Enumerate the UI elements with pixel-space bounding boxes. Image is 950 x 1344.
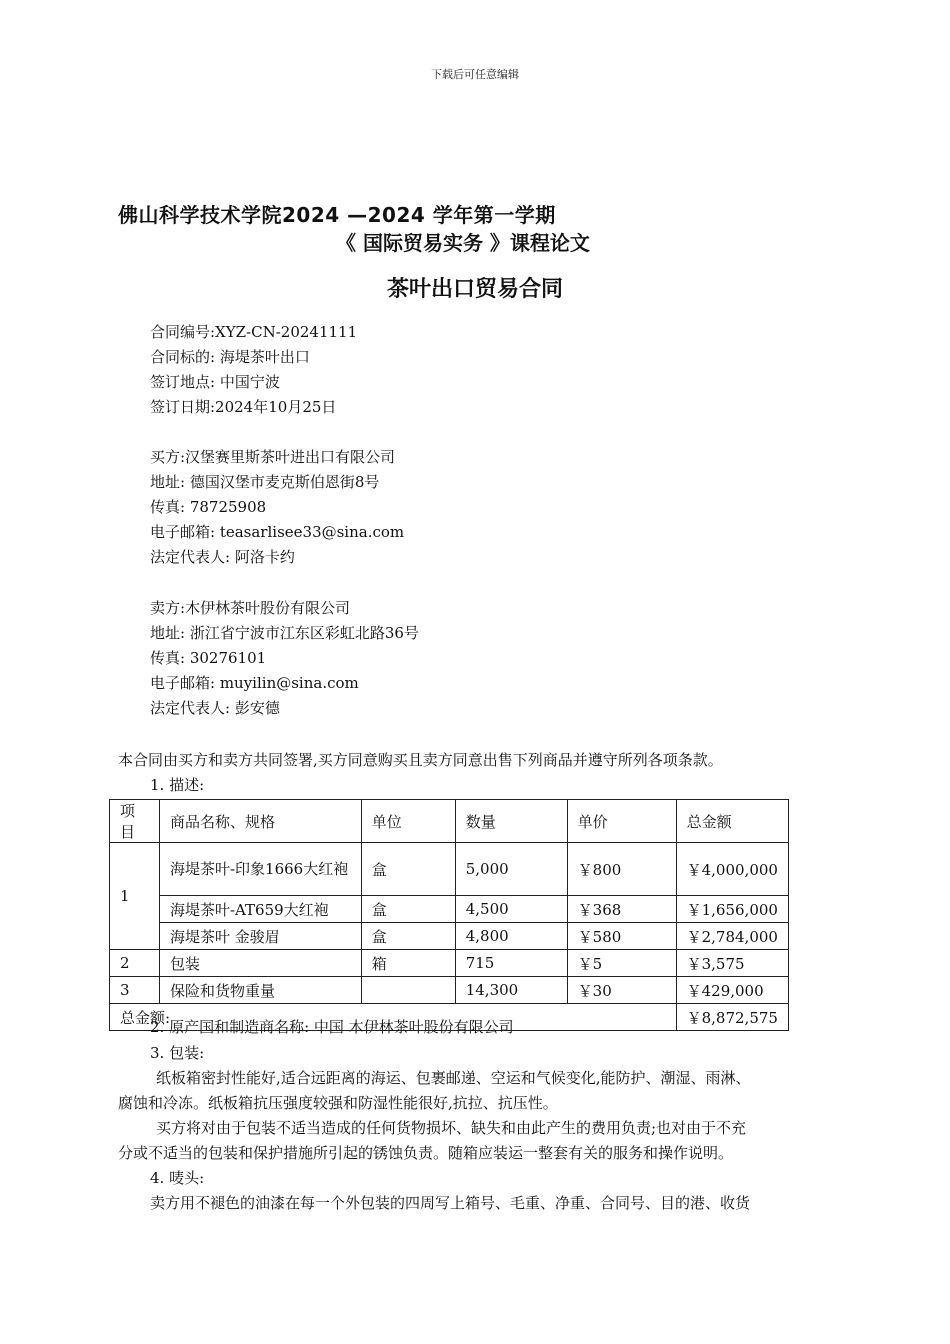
header-unit-price: 单价 — [567, 800, 676, 843]
unit-cell: 盒 — [361, 923, 455, 950]
header-item: 项目 — [110, 800, 160, 843]
contract-number: 合同编号:XYZ-CN-20241111 — [150, 323, 358, 341]
product-name-cell: 海堤茶叶 金骏眉 — [159, 923, 361, 950]
seller-representative: 法定代表人: 彭安德 — [150, 699, 280, 717]
quantity-cell: 715 — [455, 950, 567, 977]
section-origin: 2. 原产国和制造商名称: 中国 木伊林茶叶股份有限公司 — [150, 1018, 514, 1036]
total-cell: ￥1,656,000 — [676, 896, 788, 923]
quantity-cell: 4,500 — [455, 896, 567, 923]
buyer-name: 买方:汉堡赛里斯茶叶进出口有限公司 — [150, 448, 396, 466]
signing-date: 签订日期:2024年10月25日 — [150, 398, 337, 416]
table-header-row — [110, 800, 789, 843]
total-cell: ￥3,575 — [676, 950, 788, 977]
buyer-address: 地址: 德国汉堡市麦克斯伯恩街8号 — [150, 473, 380, 491]
total-cell: ￥429,000 — [676, 977, 788, 1004]
course-subtitle: 《 国际贸易实务 》课程论文 — [336, 231, 590, 255]
table-row — [110, 950, 789, 977]
goods-table — [109, 799, 789, 1031]
quantity-cell: 5,000 — [455, 843, 567, 896]
header-total: 总金额 — [676, 800, 788, 843]
liability-paragraph-line: 分或不适当的包装和保护措施所引起的锈蚀负责。随箱应装运一整套有关的服务和操作说明。 — [118, 1144, 734, 1162]
header-name: 商品名称、规格 — [159, 800, 361, 843]
document-title: 茶叶出口贸易合同 — [386, 277, 563, 302]
section-packing-heading: 3. 包装: — [150, 1044, 205, 1062]
unit-cell: 盒 — [361, 843, 455, 896]
price-cell: ￥800 — [567, 843, 676, 896]
buyer-representative: 法定代表人: 阿洛卡约 — [150, 548, 295, 566]
signing-place: 签订地点: 中国宁波 — [150, 373, 280, 391]
buyer-email: 电子邮箱: teasarlisee33@sina.com — [150, 523, 405, 541]
table-row — [110, 977, 789, 1004]
header-note: 下载后可任意编辑 — [431, 68, 519, 81]
contract-subject: 合同标的: 海堤茶叶出口 — [150, 348, 310, 366]
table-row — [110, 896, 789, 923]
price-cell: ￥5 — [567, 950, 676, 977]
buyer-fax: 传真: 78725908 — [150, 498, 267, 516]
liability-paragraph-line: 买方将对由于包装不适当造成的任何货物损坏、缺失和由此产生的费用负责;也对由于不充 — [156, 1119, 747, 1137]
total-cell: ￥4,000,000 — [676, 843, 788, 896]
product-name-cell: 包装 — [159, 950, 361, 977]
header-unit: 单位 — [361, 800, 455, 843]
price-cell: ￥30 — [567, 977, 676, 1004]
section-marks-heading: 4. 唛头: — [150, 1169, 205, 1187]
product-name-cell: 海堤茶叶-AT659大红袍 — [159, 896, 361, 923]
seller-block — [150, 596, 419, 721]
product-name-cell: 保险和货物重量 — [159, 977, 361, 1004]
section-description-heading: 1. 描述: — [150, 776, 205, 794]
packing-paragraph-line: 纸板箱密封性能好,适合远距离的海运、包裹邮递、空运和气候变化,能防护、潮湿、雨淋、 — [156, 1069, 751, 1087]
unit-cell: 盒 — [361, 896, 455, 923]
contract-info-block — [150, 320, 357, 420]
item-number-cell: 2 — [110, 950, 160, 977]
seller-email: 电子邮箱: muyilin@sina.com — [150, 674, 359, 692]
seller-fax: 传真: 30276101 — [150, 649, 267, 667]
contract-intro: 本合同由买方和卖方共同签署,买方同意购买且卖方同意出售下列商品并遵守所列各项条款。 — [118, 751, 723, 769]
quantity-cell: 14,300 — [455, 977, 567, 1004]
grand-total-value: ￥8,872,575 — [676, 1004, 788, 1031]
item-number-cell: 1 — [110, 843, 160, 950]
seller-address: 地址: 浙江省宁波市江东区彩虹北路36号 — [150, 624, 419, 642]
marks-paragraph-line: 卖方用不褪色的油漆在每一个外包装的四周写上箱号、毛重、净重、合同号、目的港、收货 — [150, 1194, 751, 1212]
course-title: 佛山科学技术学院2024 —2024 学年第一学期 — [118, 203, 556, 227]
unit-cell — [361, 977, 455, 1004]
item-number-cell: 3 — [110, 977, 160, 1004]
quantity-cell: 4,800 — [455, 923, 567, 950]
price-cell: ￥368 — [567, 896, 676, 923]
grand-total-label: 总金额: — [110, 1004, 677, 1031]
header-quantity: 数量 — [455, 800, 567, 843]
buyer-block — [150, 445, 404, 570]
seller-name: 卖方:木伊林茶叶股份有限公司 — [150, 599, 351, 617]
price-cell: ￥580 — [567, 923, 676, 950]
packing-paragraph-line: 腐蚀和冷冻。纸板箱抗压强度较强和防湿性能很好,抗拉、抗压性。 — [118, 1094, 558, 1112]
total-cell: ￥2,784,000 — [676, 923, 788, 950]
product-name-cell: 海堤茶叶-印象1666大红袍 — [159, 843, 361, 896]
table-row — [110, 923, 789, 950]
table-row — [110, 843, 789, 896]
unit-cell: 箱 — [361, 950, 455, 977]
